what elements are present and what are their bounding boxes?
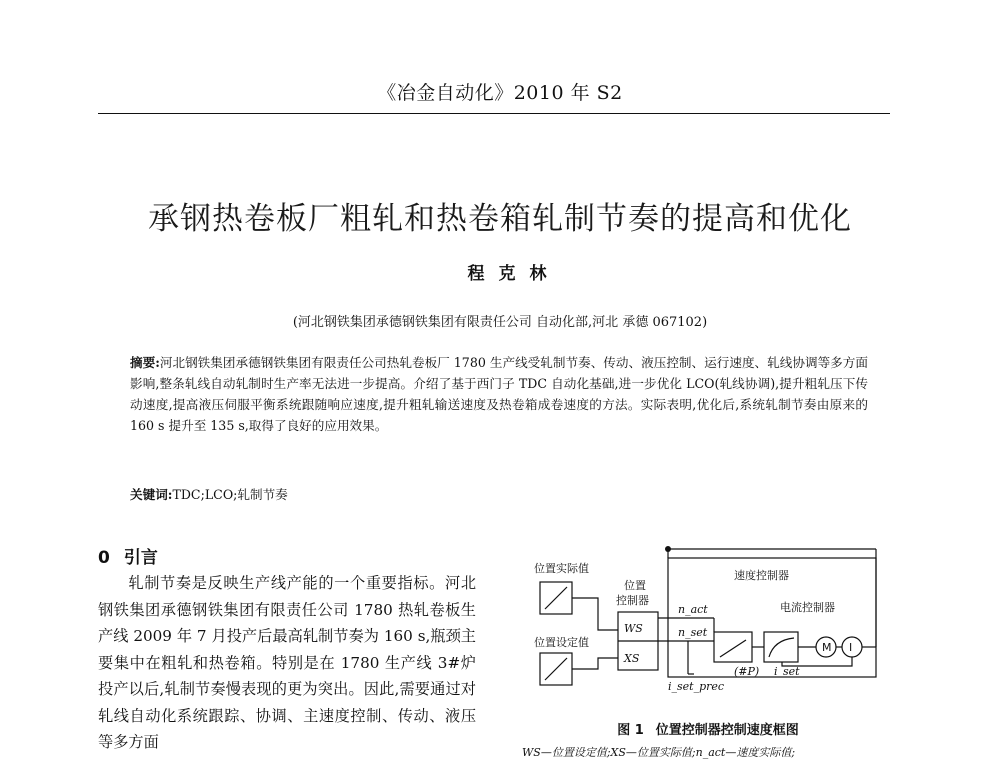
label-pos-controller-2: 控制器 [616,594,649,607]
block-diagram-svg [518,540,898,715]
label-n-act: n_act [678,603,708,616]
label-xs: XS [624,652,640,665]
keywords-text: TDC;LCO;轧制节奏 [172,487,288,502]
label-n-set: n_set [678,626,708,639]
section-title: 引言 [123,548,158,568]
paper-author: 程克林 [467,264,561,284]
paper-title: 承钢热卷板厂粗轧和热卷箱轧制节奏的提高和优化 [148,201,852,237]
label-current-sensor: I [849,641,853,654]
section-heading [98,543,158,568]
label-ws: WS [624,622,643,635]
label-pos-controller-1: 位置 [624,579,646,592]
label-pos-actual: 位置实际值 [534,562,589,575]
abstract [130,352,868,436]
label-pos-setpoint: 位置设定值 [534,636,589,649]
intro-body [98,570,476,756]
label-i-set-prec: i_set_prec [668,680,725,693]
abstract-text: 河北钢铁集团承德钢铁集团有限责任公司热轧卷板厂 1780 生产线受轧制节奏、传动、液压控制、运行速度、轧线协调等多方面影响,整条轧线自动轧制时生产率无法进一步提高。介绍了基于西门子 TDC 自动化基础,进一步优化 LCO(轧线协调),提升粗轧压下传动速度,提高液压伺服平衡系统跟随响应速度,提升粗轧输送速度及热卷箱成卷速度的方法。实际表明,优化后,系统轧制节奏由原来的 160 s 提升至 135 s,取得了良好的应用效果。 [130,355,868,433]
junction-dot [665,546,671,552]
header-rule [98,113,890,114]
figure-caption [518,719,898,738]
figure-note: WS—位置设定值;XS—位置实际值;n_act—速度实际值; [522,746,796,759]
label-speed-controller: 速度控制器 [734,569,789,582]
section-number: 0 [98,548,110,568]
keywords-label: 关键词: [130,487,173,502]
speed-block [714,632,752,662]
keywords [130,484,868,503]
intro-paragraph: 轧制节奏是反映生产线产能的一个重要指标。河北钢铁集团承德钢铁集团有限责任公司 1780 热轧卷板生产线 2009 年 7 月投产后最高轧制节奏为 160 s,瓶颈主要集中在粗轧和热卷箱。特别是在 1780 生产线 3#炉投产以后,轧制节奏慢表现的更为突出。因此,需要通过对轧线自动化系统跟踪、协调、主速度控制、传动、液压等多方面 [98,574,476,751]
figure-caption-label: 图 1 [617,723,644,738]
label-current-controller: 电流控制器 [780,601,835,614]
link-actual [572,598,618,630]
figure-caption-text: 位置控制器控制速度框图 [655,723,799,738]
label-i-set: i_set [774,665,800,678]
author-affiliation: (河北钢铁集团承德钢铁集团有限责任公司 自动化部,河北 承德 067102) [292,315,708,330]
link-setpoint [572,658,618,669]
journal-header: 《冶金自动化》2010 年 S2 [377,82,623,104]
figure-block-diagram [518,540,898,715]
label-motor: M [822,641,832,654]
abstract-label: 摘要: [130,355,160,370]
current-controller-block [764,632,798,662]
label-p: (#P) [734,665,760,678]
